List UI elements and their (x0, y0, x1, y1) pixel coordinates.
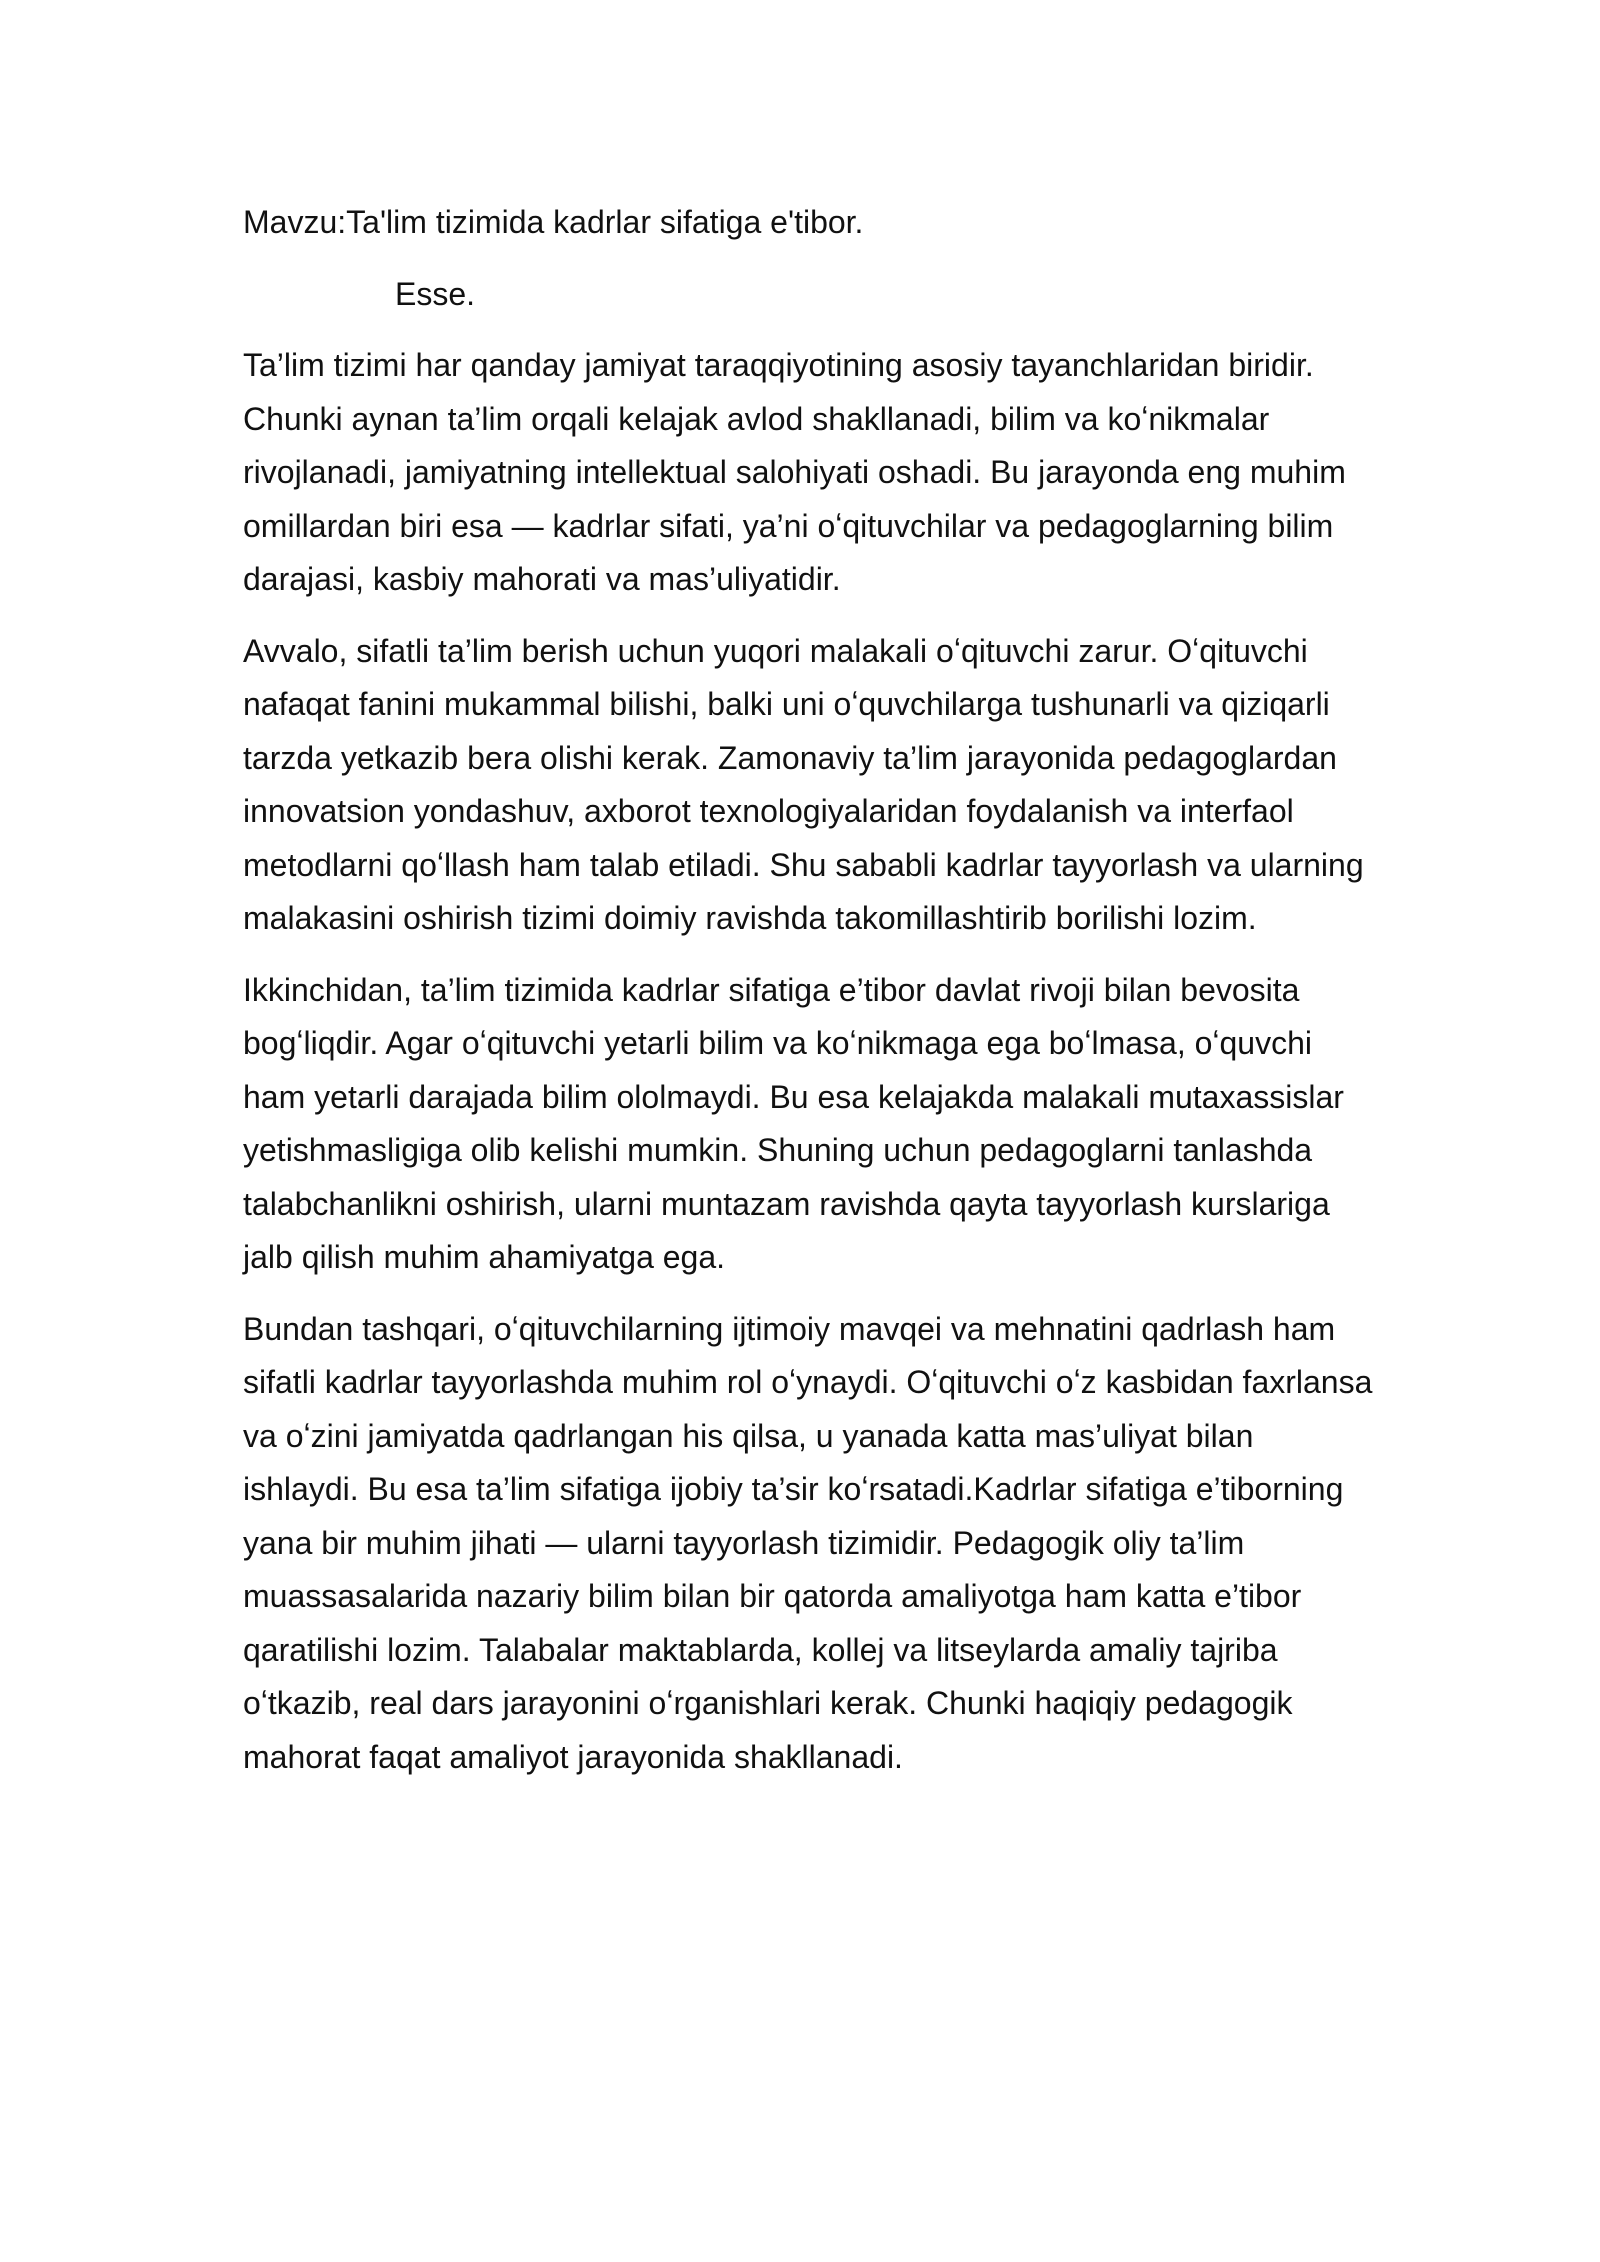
paragraph-1: Ta’lim tizimi har qanday jamiyat taraqqiyotining asosiy tayanchlaridan biridir. Chunki aynan ta’lim orqali kelajak avlod shakllanadi, bilim va koʻnikmalar rivojlanadi, jamiyatning intellektual salohiyati oshadi. Bu jarayonda eng muhim omillardan biri esa — kadrlar sifati, ya’ni oʻqituvchilar va pedagoglarning bilim darajasi, kasbiy mahorati va mas’uliyatidir. (243, 347, 1346, 597)
document-subtitle: Esse. (395, 275, 476, 312)
document-title: Mavzu:Ta'lim tizimida kadrlar sifatiga e'tibor. (243, 204, 864, 240)
paragraph-2: Avvalo, sifatli ta’lim berish uchun yuqori malakali oʻqituvchi zarur. Oʻqituvchi nafaqat fanini mukammal bilishi, balki uni oʻquvchilarga tushunarli va qiziqarli tarzda yetkazib bera olishi kerak. Zamonaviy ta’lim jarayonida pedagoglardan innovatsion yondashuv, axborot texnologiyalaridan foydalanish va interfaol metodlarni qoʻllash ham talab etiladi. Shu sababli kadrlar tayyorlash va ularning malakasini oshirish tizimi doimiy ravishda takomillashtirib borilishi lozim. (243, 632, 1364, 936)
document-body (243, 196, 1373, 1784)
paragraph-3: Ikkinchidan, ta’lim tizimida kadrlar sifatiga e’tibor davlat rivoji bilan bevosita bogʻliqdir. Agar oʻqituvchi yetarli bilim va koʻnikmaga ega boʻlmasa, oʻquvchi ham yetarli darajada bilim ololmaydi. Bu esa kelajakda malakali mutaxassislar yetishmasligiga olib kelishi mumkin. Shuning uchun pedagoglarni tanlashda talabchanlikni oshirish, ularni muntazam ravishda qayta tayyorlash kurslariga jalb qilish muhim ahamiyatga ega. (243, 971, 1344, 1275)
paragraph-4: Bundan tashqari, oʻqituvchilarning ijtimoiy mavqei va mehnatini qadrlash ham sifatli kadrlar tayyorlashda muhim rol oʻynaydi. Oʻqituvchi oʻz kasbidan faxrlansa va oʻzini jamiyatda qadrlangan his qilsa, u yanada katta mas’uliyat bilan ishlaydi. Bu esa ta’lim sifatiga ijobiy ta’sir koʻrsatadi.Kadrlar sifatiga e’tiborning yana bir muhim jihati — ularni tayyorlash tizimidir. Pedagogik oliy ta’lim muassasalarida nazariy bilim bilan bir qatorda amaliyotga ham katta e’tibor qaratilishi lozim. Talabalar maktablarda, kollej va litseylarda amaliy tajriba oʻtkazib, real dars jarayonini oʻrganishlari kerak. Chunki haqiqiy pedagogik mahorat faqat amaliyot jarayonida shakllanadi. (243, 1310, 1373, 1775)
